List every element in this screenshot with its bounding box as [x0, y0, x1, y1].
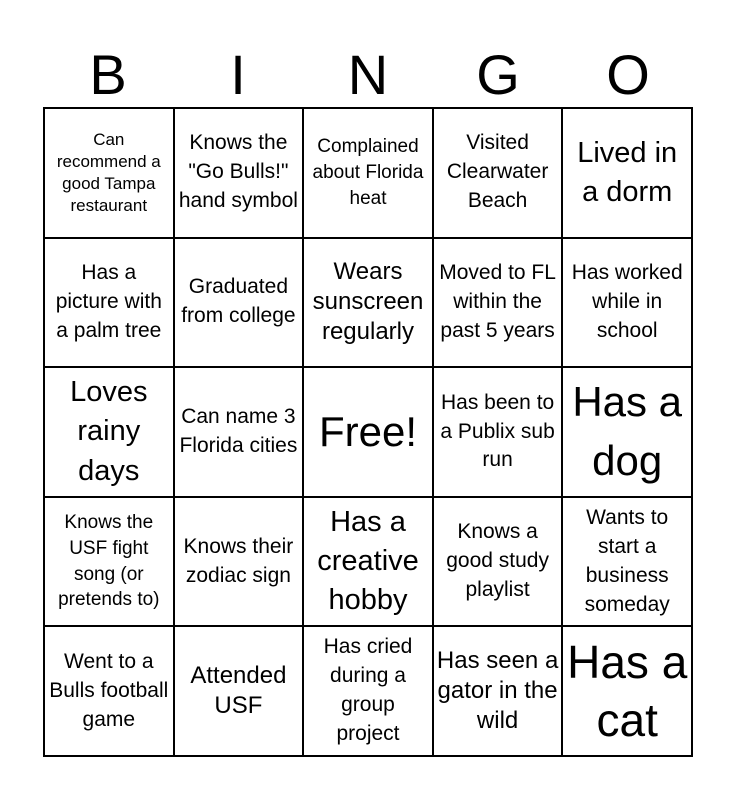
bingo-cell[interactable]: Has a creative hobby — [303, 497, 433, 627]
bingo-card-grid — [43, 107, 693, 757]
bingo-header — [43, 42, 693, 108]
bingo-cell[interactable]: Loves rainy days — [44, 367, 174, 497]
bingo-cell[interactable]: Complained about Florida heat — [303, 108, 433, 238]
bingo-cell[interactable]: Has worked while in school — [562, 238, 692, 368]
bingo-cell[interactable]: Visited Clearwater Beach — [433, 108, 563, 238]
header-letter-b: B — [89, 43, 127, 106]
bingo-cell[interactable]: Moved to FL within the past 5 years — [433, 238, 563, 368]
header-letter-g: G — [476, 43, 520, 106]
free-space-cell[interactable]: Free! — [303, 367, 433, 497]
bingo-cell[interactable]: Has a cat — [562, 626, 692, 756]
header-letter-o: O — [606, 43, 650, 106]
bingo-cell[interactable]: Has been to a Publix sub run — [433, 367, 563, 497]
bingo-cell[interactable]: Knows a good study playlist — [433, 497, 563, 627]
header-letter-i: I — [230, 43, 246, 106]
bingo-cell[interactable]: Has a dog — [562, 367, 692, 497]
bingo-cell[interactable]: Lived in a dorm — [562, 108, 692, 238]
bingo-cell[interactable]: Has seen a gator in the wild — [433, 626, 563, 756]
bingo-cell[interactable]: Wants to start a business someday — [562, 497, 692, 627]
header-letter-n: N — [347, 43, 389, 106]
bingo-cell[interactable]: Can recommend a good Tampa restaurant — [44, 108, 174, 238]
bingo-cell[interactable]: Went to a Bulls football game — [44, 626, 174, 756]
bingo-cell[interactable]: Can name 3 Florida cities — [174, 367, 304, 497]
bingo-cell[interactable]: Knows the "Go Bulls!" hand symbol — [174, 108, 304, 238]
bingo-cell[interactable]: Knows their zodiac sign — [174, 497, 304, 627]
bingo-cell[interactable]: Has a picture with a palm tree — [44, 238, 174, 368]
bingo-cell[interactable]: Knows the USF fight song (or pretends to) — [44, 497, 174, 627]
bingo-cell[interactable]: Wears sunscreen regularly — [303, 238, 433, 368]
bingo-cell[interactable]: Graduated from college — [174, 238, 304, 368]
bingo-cell[interactable]: Has cried during a group project — [303, 626, 433, 756]
bingo-cell[interactable]: Attended USF — [174, 626, 304, 756]
